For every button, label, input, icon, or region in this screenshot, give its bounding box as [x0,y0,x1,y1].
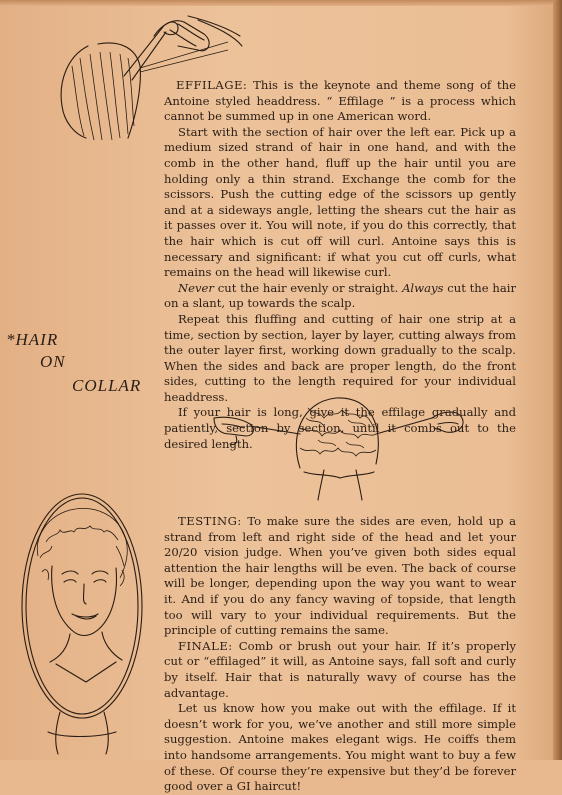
finale-heading: FINALE: [178,638,233,653]
never-emphasis: Never [178,280,214,295]
sidebar-collar: COLLAR [72,376,142,395]
effilage-heading: EFFILAGE: [176,78,248,92]
effilage-section [164,78,516,452]
never-always-mid-text: cut the hair evenly or straight. [213,280,403,295]
testing-heading: TESTING: [178,514,242,528]
long-hair-paragraph: If your hair is long, give it the effilage gradually and patiently, section by section, until it combs out to the desired length. [164,405,516,451]
effilage-intro-paragraph [164,78,516,125]
never-always-paragraph [164,281,516,312]
testing-text: To make sure the sides are even, hold up a strand from left and right side of the head and let your 20/20 vision judge. When you’ve given both sides equal attention the hair lengths will be even. The back of course will be longer, depending upon the way you want to wear it. And if you do any fancy waving of topside, that length too will vary to your individual requirements. But the principle of cutting remains the same. [164,514,516,638]
always-emphasis: Always [402,280,444,295]
repeat-paragraph: Repeat this fluffing and cutting of hair one strip at a time, section by section, layer by layer, cutting always from the outer layer first, working down gradually to the scalp. When the sides and back are proper length, do the front sides, cutting to the length required for your individual headdress. [164,311,516,404]
sidebar-hair: *HAIR [6,330,59,349]
effilage-instructions-paragraph: Start with the section of hair over the left ear. Pick up a medium sized strand of hair in one hand, and with the comb in the other hand, fluff up the hair until you are holding only a thin strand. Exchange the comb for the scissors. Push the cutting edge of the scissors up gently and at a sideways angle, letting the shears cut the hair as it passes over it. You will note, if you do this correctly, that the hair which is cut off will curl. Antoine says this is necessary and significant: if what you cut off curls, what remains on the head will likewise curl. [164,124,516,280]
effilage-intro-text: This is the keynote and theme song of the Antoine styled headdress. “ Effilage ” is a process which cannot be summed up in one American word. [164,78,516,124]
finale-paragraph [164,639,516,701]
closing-paragraph: Let us know how you make out with the effilage. If it doesn’t work for you, we’ve another and still more simple suggestion. Antoine makes elegant wigs. He coiffs them into handsome arrangements. You might want to buy a few of these. Of course they’re expensive but they’d be forever good over a GI haircut! [164,701,516,794]
page-binding-edge [553,0,562,760]
testing-paragraph [164,514,516,639]
hand-mirror-portrait-illustration [4,486,154,756]
testing-finale-section [164,514,516,795]
sidebar-on: ON [40,352,66,371]
finale-text: Comb or brush out your hair. If it’s properly cut or “effilaged” it will, as Antoine says, fall soft and curly by itself. Hair that is naturally wavy of course has the advantage. [164,638,516,700]
never-always-end-text: cut the hair on a slant, up towards the scalp. [164,280,517,311]
